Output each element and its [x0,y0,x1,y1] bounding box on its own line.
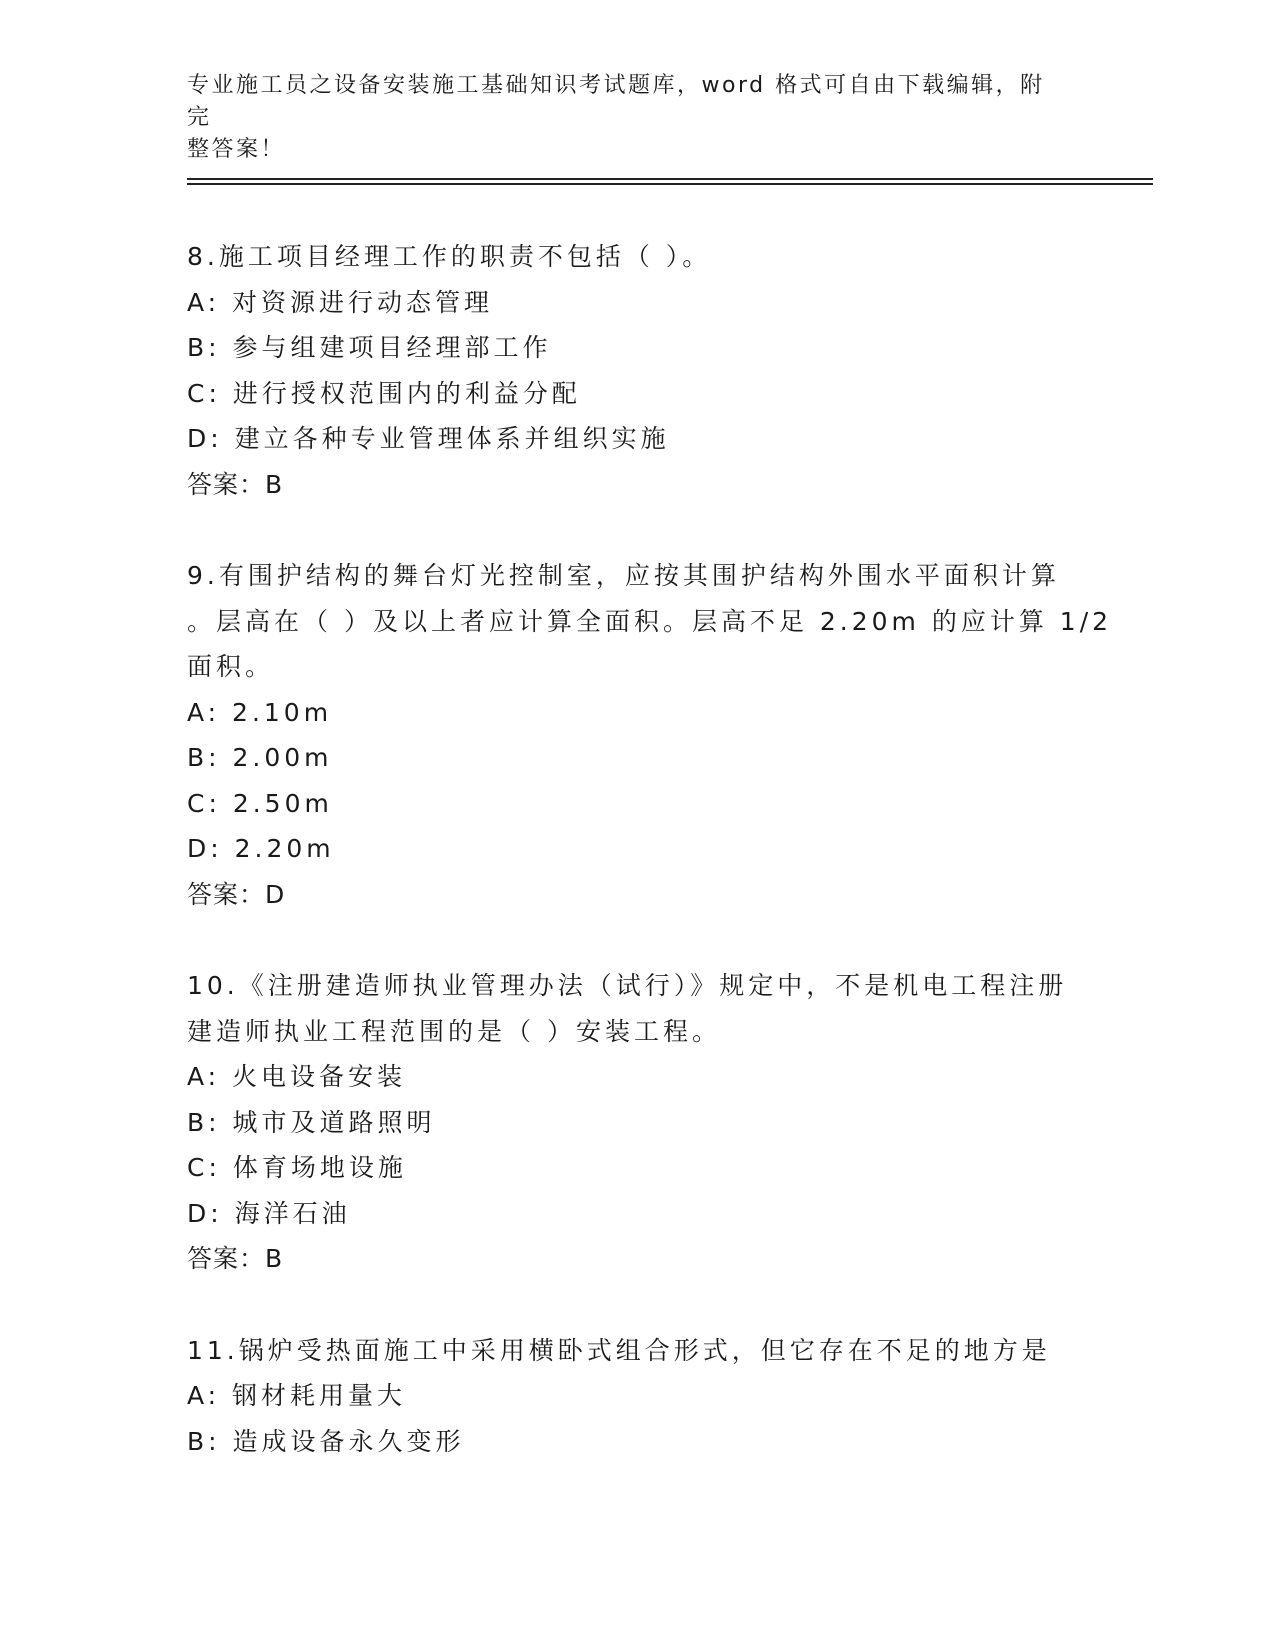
option-c: C: 进行授权范围内的利益分配 [187,378,581,408]
header-line-2: 整答案！ [187,137,286,162]
option-a: A: 2.10m [187,697,333,727]
question-stem: 11.锅炉受热面施工中采用横卧式组合形式，但它存在不足的地方是 [187,1335,1051,1365]
header-divider-bottom [187,183,1153,185]
option-a: A: 对资源进行动态管理 [187,287,494,317]
question-stem: 9.有围护结构的舞台灯光控制室，应按其围护结构外围水平面积计算 [187,561,1060,590]
option-b: B: 造成设备永久变形 [187,1426,465,1456]
question-stem: 建造师执业工程范围的是（ ）安装工程。 [187,1016,721,1046]
option-a: A: 钢材耗用量大 [187,1381,407,1410]
option-d: D: 海洋石油 [187,1198,351,1228]
option-b: B: 城市及道路照明 [187,1107,436,1137]
option-c: C: 体育场地设施 [187,1153,407,1182]
question-stem: 面积。 [187,652,275,681]
header-divider-top [187,178,1153,180]
option-b: B: 2.00m [187,743,333,772]
option-d: D: 2.20m [187,834,335,863]
question-list [187,234,1113,1510]
answer: 答案：B [187,1244,284,1273]
option-a: A: 火电设备安装 [187,1062,407,1091]
option-b: B: 参与组建项目经理部工作 [187,333,552,362]
question-10 [187,963,1087,1282]
question-11 [187,1328,1087,1465]
question-8 [187,234,1087,507]
question-stem: 10.《注册建造师执业管理办法（试行）》规定中，不是机电工程注册 [187,971,1068,1000]
question-stem: 。层高在（ ）及以上者应计算全面积。层高不足 2.20m 的应计算 1/2 [187,606,1113,636]
answer: 答案：D [187,879,286,909]
option-d: D: 建立各种专业管理体系并组织实施 [187,424,670,453]
question-stem: 8.施工项目经理工作的职责不包括（ ）。 [187,242,712,271]
option-c: C: 2.50m [187,788,333,818]
header-line-1: 专业施工员之设备安装施工基础知识考试题库，word 格式可自由下载编辑，附完 [187,73,1045,130]
question-9 [187,553,1113,917]
answer: 答案：B [187,469,284,499]
document-header [187,70,1067,166]
